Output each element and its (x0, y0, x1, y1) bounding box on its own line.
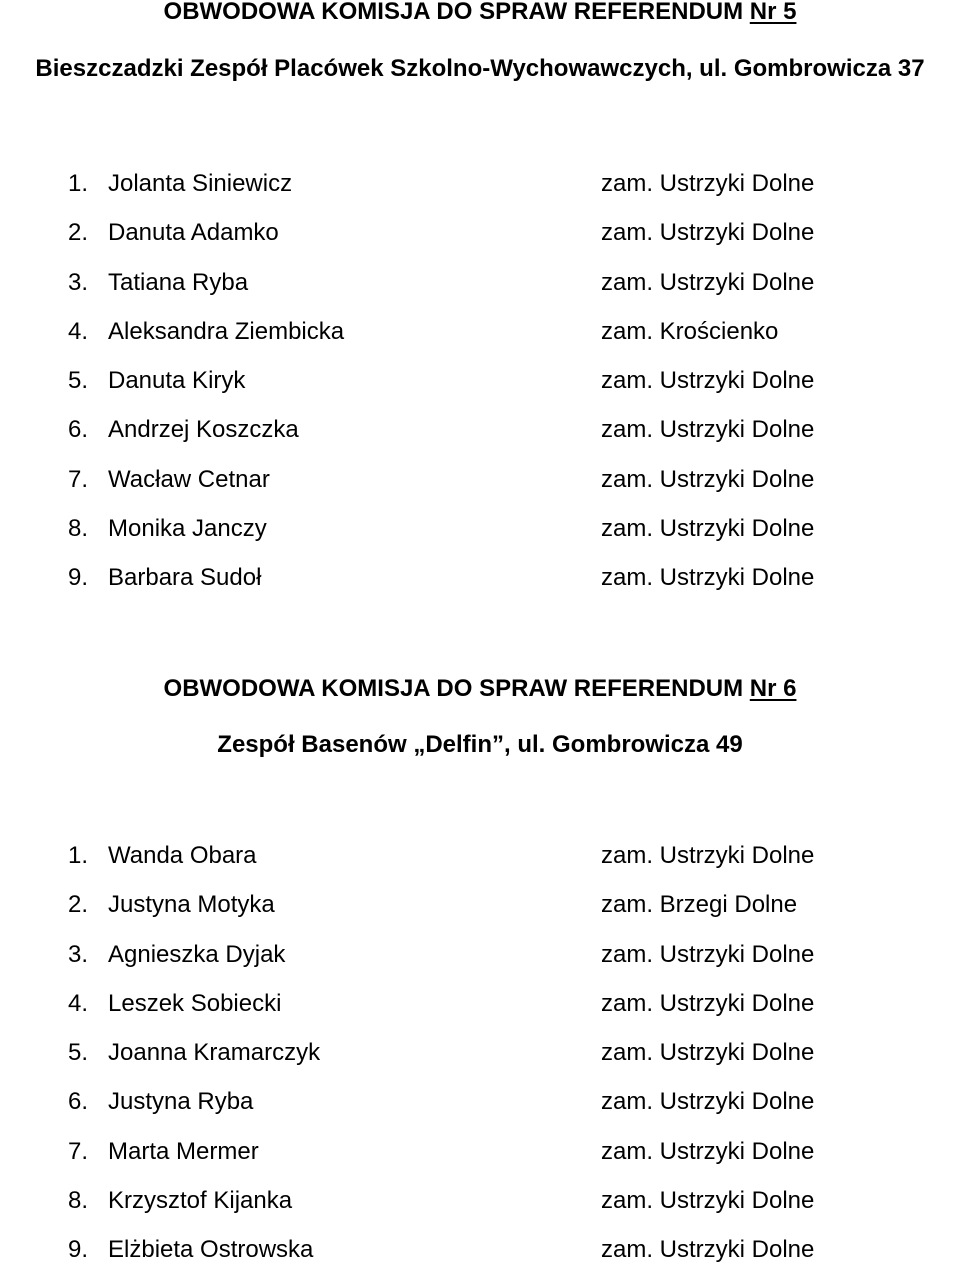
member-number: 5. (68, 1039, 89, 1067)
commission-6-member-list (0, 842, 960, 1286)
member-residence: zam. Ustrzyki Dolne (601, 564, 815, 592)
member-name: Leszek Sobiecki (108, 989, 282, 1017)
member-name: Barbara Sudoł (108, 564, 262, 592)
member-row (0, 941, 960, 990)
member-name: Justyna Motyka (108, 891, 275, 919)
member-residence: zam. Krościenko (601, 317, 779, 345)
member-name: Jolanta Siniewicz (108, 170, 293, 197)
member-name: Krzysztof Kijanka (108, 1187, 293, 1215)
member-number: 6. (68, 416, 89, 444)
member-number: 2. (68, 219, 89, 247)
member-number: 1. (68, 170, 89, 197)
member-name: Monika Janczy (108, 515, 267, 543)
member-row (0, 1039, 960, 1088)
member-number: 1. (68, 842, 89, 869)
member-row (0, 416, 960, 465)
member-row (0, 367, 960, 416)
member-row (0, 318, 960, 367)
member-residence: zam. Ustrzyki Dolne (601, 416, 815, 444)
member-row (0, 891, 960, 940)
member-row (0, 219, 960, 268)
member-number: 5. (68, 367, 89, 395)
member-residence: zam. Ustrzyki Dolne (601, 1039, 815, 1067)
member-name: Wanda Obara (108, 842, 257, 869)
member-residence: zam. Ustrzyki Dolne (601, 1088, 815, 1116)
member-number: 3. (68, 940, 89, 968)
member-row (0, 170, 960, 219)
commission-title-text: OBWODOWA KOMISJA DO SPRAW REFERENDUM (163, 0, 744, 25)
member-name: Justyna Ryba (108, 1088, 254, 1116)
member-name: Aleksandra Ziembicka (108, 317, 345, 345)
member-name: Danuta Adamko (108, 219, 279, 247)
commission-5-location: Bieszczadzki Zespół Placówek Szkolno-Wychowawczych, ul. Gombrowicza 37 (35, 55, 925, 82)
member-row (0, 1088, 960, 1137)
member-row (0, 466, 960, 515)
member-number: 9. (68, 1236, 89, 1264)
member-name: Andrzej Koszczka (108, 416, 299, 444)
member-number: 9. (68, 564, 89, 592)
member-residence: zam. Ustrzyki Dolne (601, 219, 815, 247)
member-row (0, 564, 960, 613)
member-residence: zam. Ustrzyki Dolne (601, 1187, 815, 1215)
member-name: Tatiana Ryba (108, 268, 249, 296)
commission-5-title (0, 0, 960, 26)
commission-number: Nr 6 (749, 675, 797, 702)
commission-title-text: OBWODOWA KOMISJA DO SPRAW REFERENDUM (163, 675, 744, 702)
member-number: 4. (68, 317, 89, 345)
member-name: Elżbieta Ostrowska (108, 1236, 314, 1264)
member-number: 3. (68, 268, 89, 296)
member-residence: zam. Ustrzyki Dolne (601, 465, 815, 493)
member-number: 8. (68, 1187, 89, 1215)
member-name: Agnieszka Dyjak (108, 940, 286, 968)
commission-number: Nr 5 (749, 0, 797, 25)
member-number: 6. (68, 1088, 89, 1116)
member-row (0, 269, 960, 318)
member-residence: zam. Ustrzyki Dolne (601, 989, 815, 1017)
member-residence: zam. Ustrzyki Dolne (601, 842, 815, 869)
member-number: 7. (68, 465, 89, 493)
member-name: Wacław Cetnar (108, 465, 270, 493)
member-number: 4. (68, 989, 89, 1017)
member-name: Joanna Kramarczyk (108, 1039, 321, 1067)
member-row (0, 1187, 960, 1236)
member-residence: zam. Ustrzyki Dolne (601, 367, 815, 395)
member-row (0, 990, 960, 1039)
member-number: 2. (68, 891, 89, 919)
commission-6-title (0, 675, 960, 703)
member-name: Marta Mermer (108, 1137, 259, 1165)
member-row (0, 842, 960, 891)
commission-6-location: Zespół Basenów „Delfin”, ul. Gombrowicza 49 (217, 731, 743, 758)
member-name: Danuta Kiryk (108, 367, 246, 395)
member-row (0, 1236, 960, 1285)
member-number: 7. (68, 1137, 89, 1165)
member-row (0, 1138, 960, 1187)
member-residence: zam. Brzegi Dolne (601, 891, 798, 919)
member-number: 8. (68, 515, 89, 543)
member-residence: zam. Ustrzyki Dolne (601, 1236, 815, 1264)
member-residence: zam. Ustrzyki Dolne (601, 515, 815, 543)
member-residence: zam. Ustrzyki Dolne (601, 1137, 815, 1165)
member-residence: zam. Ustrzyki Dolne (601, 170, 815, 197)
member-residence: zam. Ustrzyki Dolne (601, 940, 815, 968)
member-row (0, 515, 960, 564)
commission-5-member-list (0, 170, 960, 614)
member-residence: zam. Ustrzyki Dolne (601, 268, 815, 296)
